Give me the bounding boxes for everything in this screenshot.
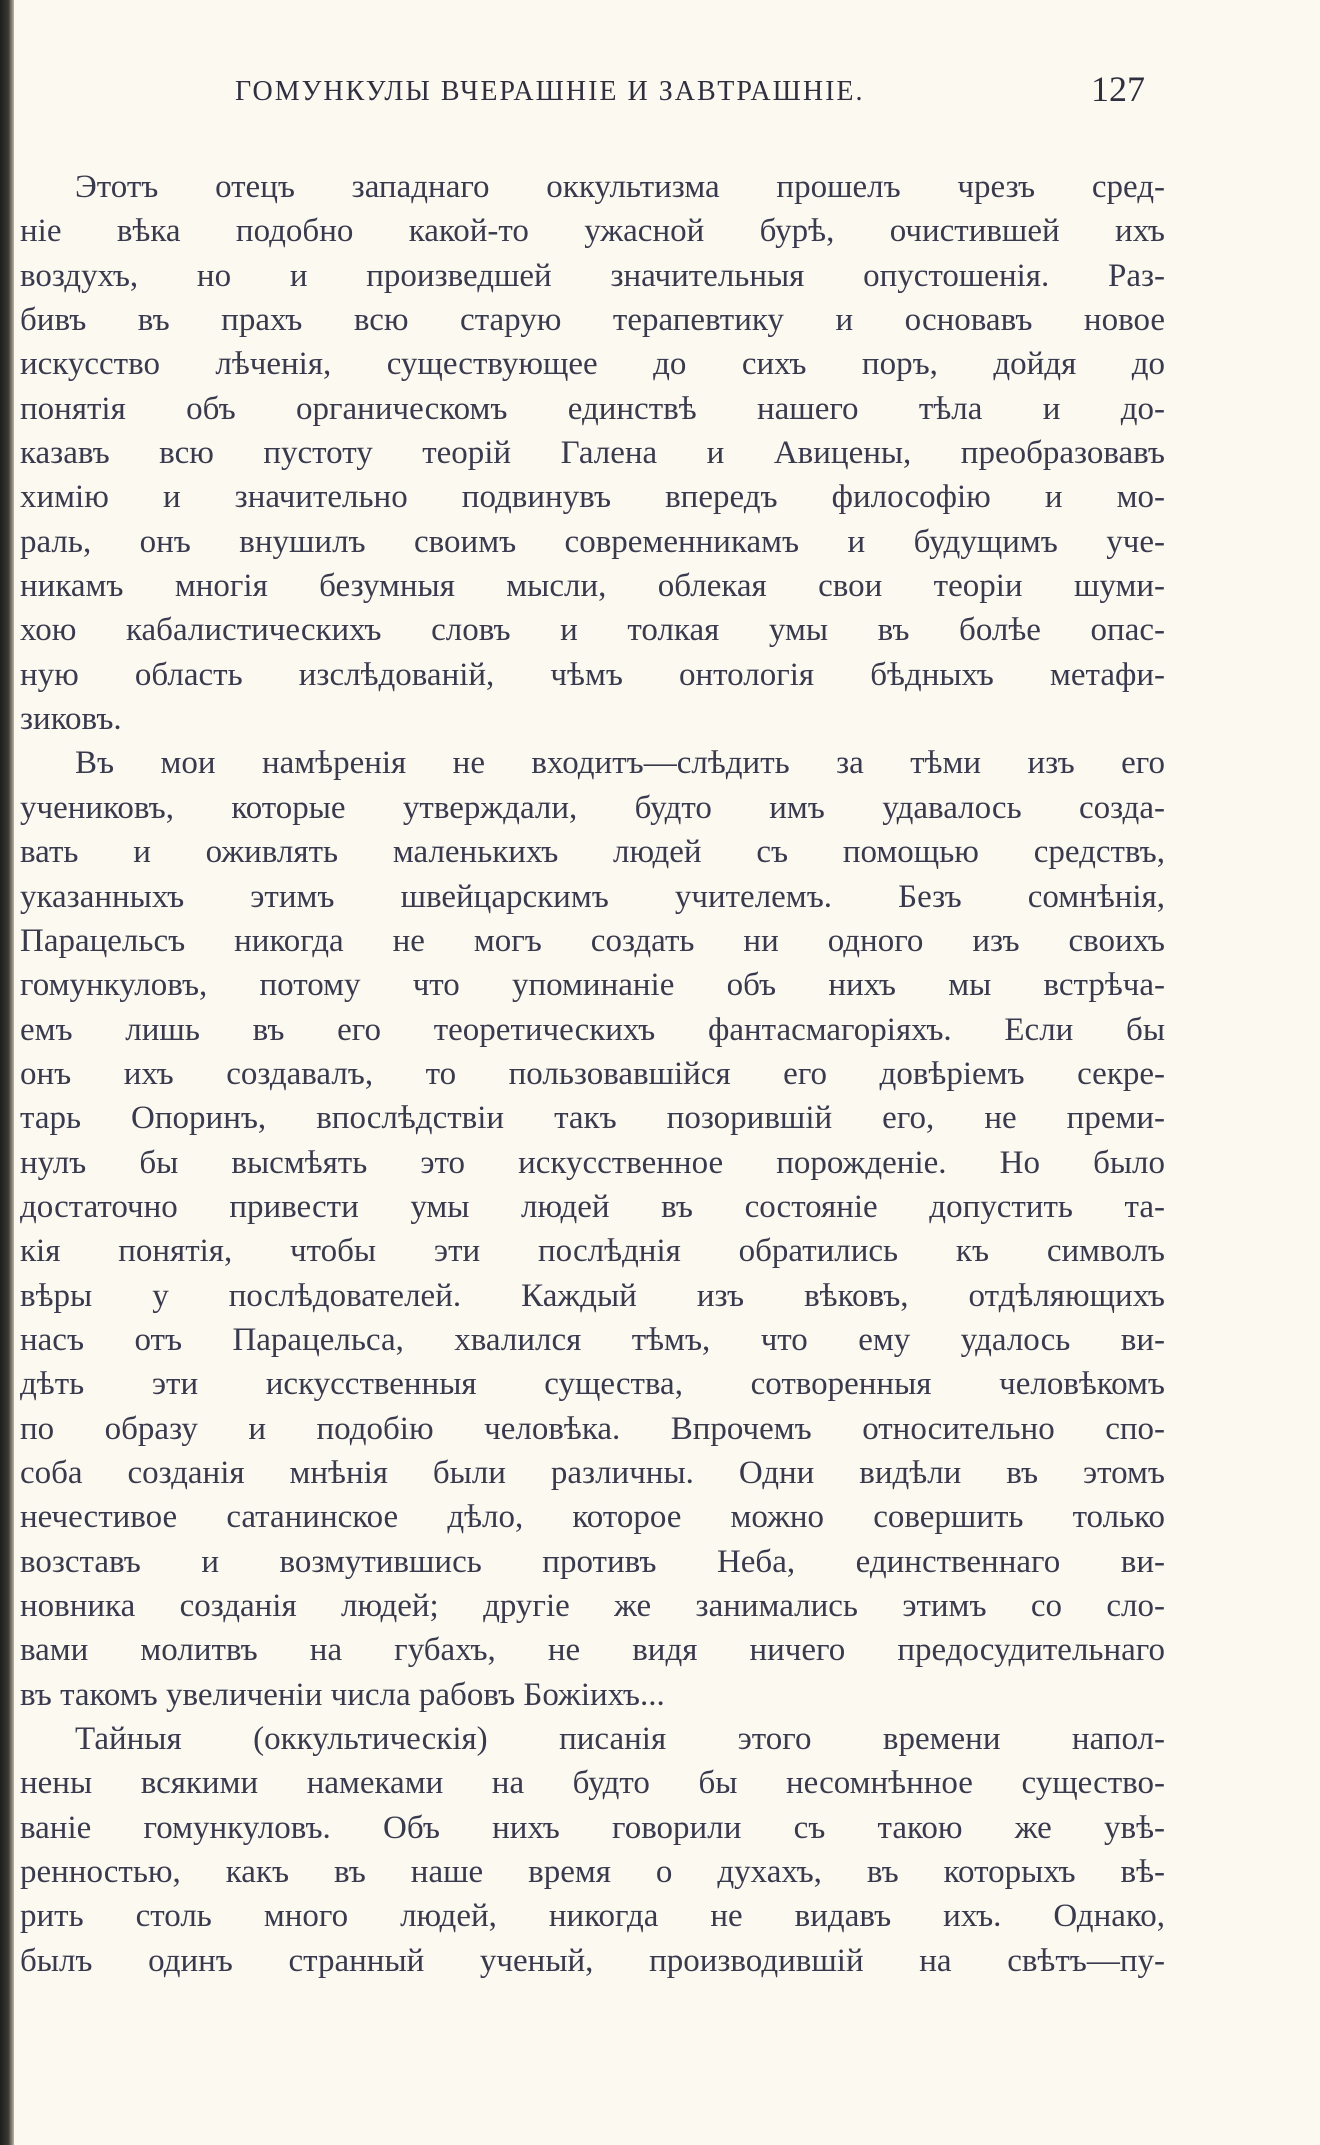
text-line: хою кабалистическихъ словъ и толкая умы въ болѣе опас- (20, 612, 1165, 649)
text-line: понятія объ органическомъ единствѣ нашего тѣла и до- (20, 390, 1165, 427)
text-line: былъ одинъ странный ученый, производившій на свѣтъ—пу- (20, 1942, 1165, 1979)
text-line: вѣры у послѣдователей. Каждый изъ вѣковъ, отдѣляющихъ (20, 1277, 1165, 1314)
text-line: достаточно привести умы людей въ состояніе допустить та- (20, 1188, 1165, 1225)
text-line: Тайныя (оккультическія) писанія этого времени напол- (75, 1721, 1165, 1758)
page-header (235, 68, 1145, 110)
text-line: казавъ всю пустоту теорій Галена и Авицены, преобразовавъ (20, 435, 1165, 472)
text-line: учениковъ, которые утверждали, будто имъ удавалось созда- (20, 789, 1165, 826)
text-line: емъ лишь въ его теоретическихъ фантасмагоріяхъ. Если бы (20, 1011, 1165, 1048)
text-line: насъ отъ Парацельса, хвалился тѣмъ, что ему удалось ви- (20, 1321, 1165, 1358)
text-line: Этотъ отецъ западнаго оккультизма прошелъ чрезъ сред- (75, 169, 1165, 205)
text-line: Парацельсъ никогда не могъ создать ни одного изъ своихъ (20, 922, 1165, 959)
text-line: раль, онъ внушилъ своимъ современникамъ и будущимъ уче- (20, 523, 1165, 560)
text-line: тарь Опоринъ, впослѣдствіи такъ позорившій его, не преми- (20, 1100, 1165, 1137)
text-line: указанныхъ этимъ швейцарскимъ учителемъ. Безъ сомнѣнія, (20, 878, 1165, 915)
book-page (20, 0, 1320, 2145)
text-line: соба созданія мнѣнія были различны. Одни видѣли въ этомъ (20, 1454, 1165, 1491)
text-line: онъ ихъ создавалъ, то пользовавшійся его довѣріемъ секре- (20, 1055, 1165, 1092)
text-line: нулъ бы высмѣять это искусственное порожденіе. Но было (20, 1144, 1165, 1181)
text-line: нечестивое сатанинское дѣло, которое можно совершить только (20, 1499, 1165, 1536)
text-line: возставъ и возмутившись противъ Неба, единственнаго ви- (20, 1543, 1165, 1580)
text-line: зиковъ. (20, 701, 122, 738)
text-line: химію и значительно подвинувъ впередъ философію и мо- (20, 479, 1165, 516)
text-line: кія понятія, чтобы эти послѣднія обратились къ символъ (20, 1233, 1165, 1270)
text-line: дѣть эти искусственныя существа, сотворенныя человѣкомъ (20, 1366, 1165, 1403)
text-line: ренностью, какъ въ наше время о духахъ, въ которыхъ вѣ- (20, 1854, 1165, 1891)
text-line: ную область изслѣдованій, чѣмъ онтологія бѣдныхъ метафи- (20, 656, 1165, 693)
text-line: новника созданія людей; другіе же занимались этимъ со сло- (20, 1588, 1165, 1624)
body-text (20, 165, 1165, 1983)
text-line: по образу и подобію человѣка. Впрочемъ относительно спо- (20, 1410, 1165, 1447)
text-line: рить столь много людей, никогда не видавъ ихъ. Однако, (20, 1898, 1165, 1935)
text-line: ніе вѣка подобно какой-то ужасной бурѣ, очистившей ихъ (20, 213, 1165, 250)
text-line: въ такомъ увеличеніи числа рабовъ Божіихъ... (20, 1676, 665, 1713)
text-line: вами молитвъ на губахъ, не видя ничего предосудительнаго (20, 1632, 1165, 1669)
text-line: ваніе гомункуловъ. Объ нихъ говорили съ такою же увѣ- (20, 1809, 1165, 1846)
text-line: бивъ въ прахъ всю старую терапевтику и основавъ новое (20, 302, 1165, 339)
text-line: гомункуловъ, потому что упоминаніе объ нихъ мы встрѣча- (20, 967, 1165, 1004)
text-line: никамъ многія безумныя мысли, облекая свои теоріи шуми- (20, 568, 1165, 605)
text-line: Въ мои намѣренія не входитъ—слѣдить за тѣми изъ его (75, 745, 1165, 782)
running-head: ГОМУНКУЛЫ ВЧЕРАШНІЕ И ЗАВТРАШНІЕ. (235, 76, 865, 107)
text-line: воздухъ, но и произведшей значительныя опустошенія. Раз- (20, 257, 1165, 294)
text-line: вать и оживлять маленькихъ людей съ помощью средствъ, (20, 834, 1165, 871)
text-line: искусство лѣченія, существующее до сихъ поръ, дойдя до (20, 346, 1165, 383)
text-line: нены всякими намеками на будто бы несомнѣнное существо- (20, 1765, 1165, 1802)
page-number: 127 (1091, 69, 1145, 109)
book-binding-edge (0, 0, 14, 2145)
